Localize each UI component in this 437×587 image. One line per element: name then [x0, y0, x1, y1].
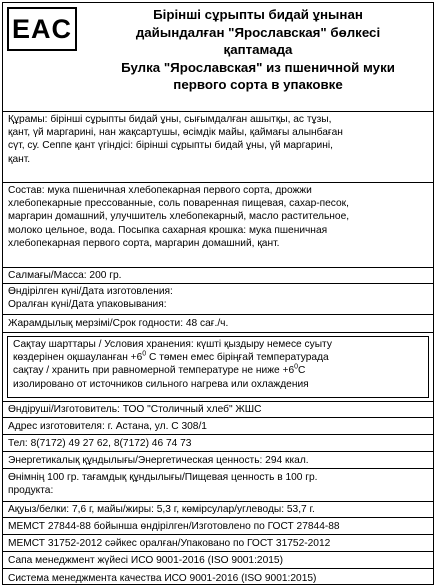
nutrition-text: Ақуыз/белки: 7,6 г, майы/жиры: 5,3 г, көмірсулар/углеводы: 53,7 г.: [8, 504, 315, 515]
standard-2-row: [3, 534, 433, 551]
quality-ru-row: [3, 568, 433, 586]
eac-logo: EAC: [7, 7, 77, 51]
composition-kz-line: Құрамы: бірінші сұрыпты бидай ұны, сығымдалған ашытқы, ас тұзы,: [8, 114, 332, 125]
label-header: [3, 3, 433, 111]
composition-ru-line: хлебопекарная первого сорта, маргарин домашний, қант.: [8, 237, 280, 249]
dates-row: [3, 283, 433, 314]
title-ru-line-2: первого сорта в упаковке: [173, 77, 343, 92]
title-kz-line-2: дайындалған "Ярославская" бөлкесі: [135, 24, 381, 40]
composition-ru-line: молоко цельное, вода. Посыпка сахарная крошка: мука пшеничная: [8, 224, 328, 236]
storage-line-2-a: көздерінен оқшауланған +6: [13, 352, 143, 364]
composition-kz: [3, 111, 433, 182]
nutrition-row: [3, 501, 433, 517]
address-text: Адрес изготовителя: г. Астана, ул. С 308/1: [8, 421, 207, 432]
storage-line-1: Сақтау шарттары / Условия хранения: күшті қыздыру немесе суыту: [13, 339, 332, 350]
composition-kz-line: сүт, су. Сеппе қант үгіндісі: бірінші сұрыпты бидай ұны, үй маргарині,: [8, 140, 333, 152]
quality-kz-text: Сапа менеджмент жүйесі ИСО 9001-2016 (ISO 9001:2015): [8, 555, 283, 566]
composition-kz-line: қант, үй маргарині, нан жақсартушы, өсімдік майы, қаймағы алынбаған: [8, 127, 343, 139]
degree-sup: 0: [294, 364, 299, 372]
mass-row: [3, 267, 433, 283]
storage-line-2: [13, 351, 424, 364]
storage-section: [3, 332, 433, 401]
manufacturer-row: [3, 401, 433, 417]
nutrition-header-line: Өнімнің 100 гр. тағамдық құндылығы/Пищевая ценность в 100 гр.: [8, 472, 318, 483]
composition-ru-line: маргарин домашний, улучшитель хлебопекарный, масло растительное,: [8, 211, 350, 223]
nutrition-header-line: продукта:: [8, 485, 54, 497]
phone-row: [3, 434, 433, 451]
title-ru-line-1: Булка "Ярославская" из пшеничной муки: [121, 59, 395, 75]
address-row: [3, 417, 433, 434]
shelf-life-row: [3, 314, 433, 332]
packing-date: Оралған күні/Дата упаковывания:: [8, 299, 167, 311]
product-label: [2, 2, 434, 585]
composition-ru-line: Состав: мука пшеничная хлебопекарная первого сорта, дрожжи: [8, 185, 312, 196]
energy-text: Энергетикалық құндылығы/Энергетическая ценность: 294 ккал.: [8, 455, 309, 466]
standard-1-text: МЕМСТ 27844-88 бойынша өндірілген/Изготовлено по ГОСТ 27844-88: [8, 521, 340, 532]
composition-kz-line: қант.: [8, 153, 31, 165]
storage-line-3: [13, 364, 424, 377]
quality-kz-row: [3, 551, 433, 568]
composition-ru-line: хлебопекарные прессованные, соль поваренная пищевая, сахар-песок,: [8, 198, 349, 210]
title-kz-line-3: қаптамада: [223, 42, 293, 57]
storage-line-3-a: сақтау / хранить при равномерной температуре не ниже +6: [13, 365, 295, 377]
quality-ru-text: Система менеджмента качества ИСО 9001-2016 (ISO 9001:2015): [8, 573, 317, 584]
manufacture-date: Өндірілген күні/Дата изготовления:: [8, 286, 173, 297]
nutrition-header-row: [3, 468, 433, 501]
degree-sup: 0: [142, 350, 147, 358]
product-title: [85, 6, 431, 94]
mass-text: Салмағы/Масса: 200 гр.: [8, 270, 122, 281]
composition-ru: [3, 182, 433, 267]
title-kz-line-1: Бірінші сұрыпты бидай ұнынан: [153, 7, 363, 22]
storage-line-3-b: С: [298, 365, 306, 377]
shelf-life-text: Жарамдылық мерзімі/Срок годности: 48 сағ./ч.: [8, 318, 229, 329]
storage-line-4: изолировано от источников сильного нагрева или охлаждения: [13, 378, 309, 390]
storage-box: [7, 336, 429, 398]
storage-line-2-b: С төмен емес біріңғай температурада: [146, 352, 329, 364]
standard-2-text: МЕМСТ 31752-2012 сәйкес оралған/Упаковано по ГОСТ 31752-2012: [8, 538, 331, 549]
energy-row: [3, 451, 433, 468]
manufacturer-text: Өндіруші/Изготовитель: ТОО "Столичный хлеб" ЖШС: [8, 404, 262, 415]
standard-1-row: [3, 517, 433, 534]
phone-text: Тел: 8(7172) 49 27 62, 8(7172) 46 74 73: [8, 438, 192, 449]
